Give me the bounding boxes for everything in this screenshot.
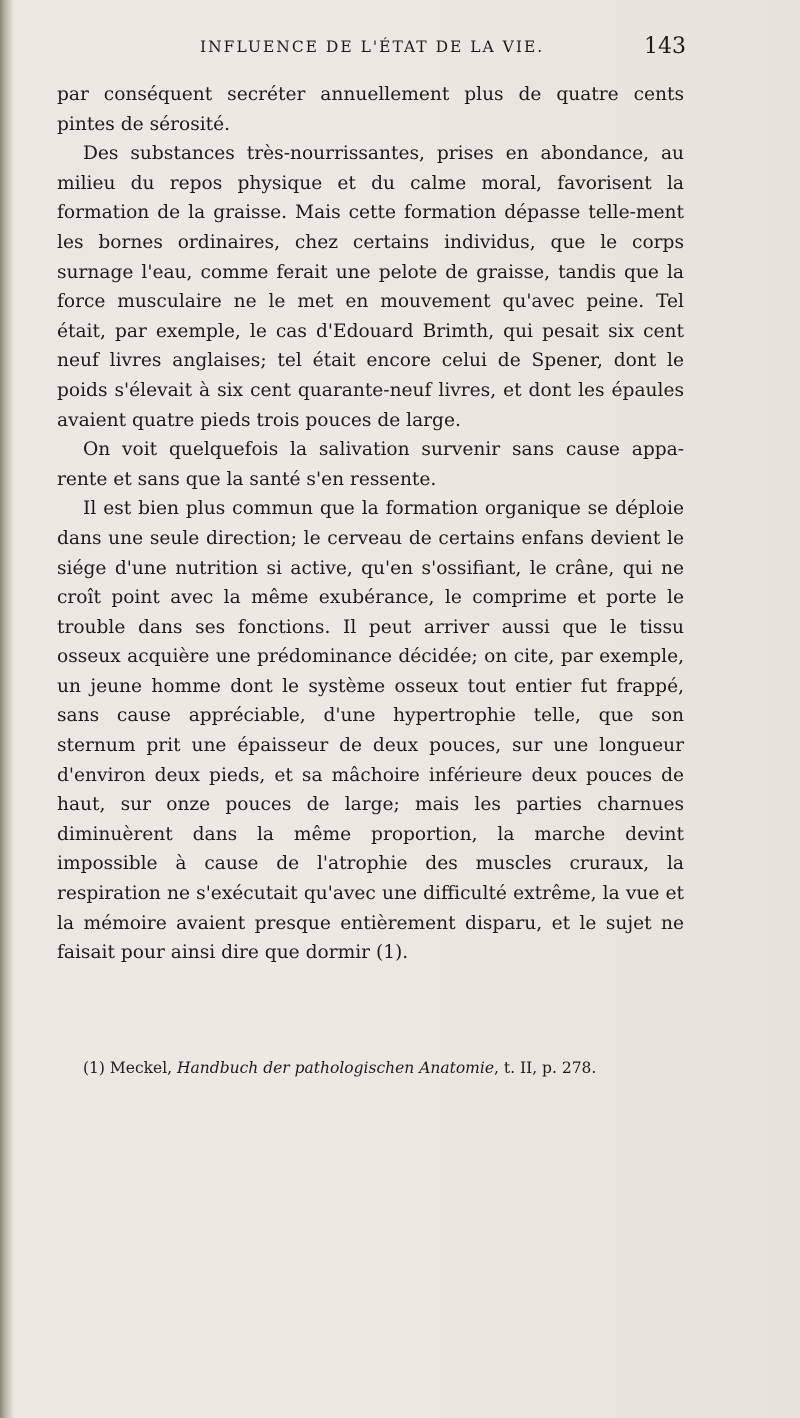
running-title: INFLUENCE DE L'ÉTAT DE LA VIE. — [200, 38, 545, 56]
body-text — [57, 80, 684, 968]
footnote — [83, 1058, 683, 1078]
footnote-author: Meckel, — [109, 1059, 173, 1077]
page-number: 143 — [644, 34, 686, 59]
binding-gutter-shadow — [0, 0, 14, 1418]
footnote-marker: (1) — [83, 1059, 105, 1077]
paragraph-1: par conséquent secréter annuellement plus de quatre cents pintes de sérosité. — [57, 84, 684, 135]
paragraph-4: Il est bien plus commun que la formation organique se déploie dans une seule direction; le cerveau de certains enfans devient le siége d'une nutrition si active, qu'en s'ossifiant, le crâne, qui ne croît point avec la même exubérance, le comprime et porte le trouble dans ses fonctions. Il peut arriver aussi que le tissu osseux acquière une prédominance décidée; on cite, par exemple, un jeune homme dont le système osseux tout entier fut frappé, sans cause appréciable, d'une hypertrophie telle, que son sternum prit une épaisseur de deux pouces, sur une longueur d'environ deux pieds, et sa mâchoire inférieure deux pouces de haut, sur onze pouces de large; mais les parties charnues diminuèrent dans la même proportion, la marche devint impossible à cause de l'atrophie des muscles cruraux, la respiration ne s'exécutait qu'avec une difficulté extrême, la vue et la mémoire avaient presque entièrement disparu, et le sujet ne faisait pour ainsi dire que dormir (1). — [57, 498, 684, 964]
footnote-title: Handbuch der pathologischen Anatomie — [177, 1059, 495, 1077]
page-header — [60, 34, 686, 64]
paragraph-3: On voit quelquefois la salivation survenir sans cause appa-rente et sans que la santé s'en ressente. — [57, 439, 684, 490]
paragraph-2: Des substances très-nourrissantes, prises en abondance, au milieu du repos physique et du calme moral, favorisent la formation de la graisse. Mais cette formation dépasse telle-ment les bornes ordinaires, chez certains individus, que le corps surnage l'eau, comme ferait une pelote de graisse, tandis que la force musculaire ne le met en mouvement qu'avec peine. Tel était, par exemple, le cas d'Edouard Brimth, qui pesait six cent neuf livres anglaises; tel était encore celui de Spener, dont le poids s'élevait à six cent quarante-neuf livres, et dont les épaules avaient quatre pieds trois pouces de large. — [57, 143, 684, 431]
footnote-reference: , t. II, p. 278. — [494, 1059, 597, 1077]
